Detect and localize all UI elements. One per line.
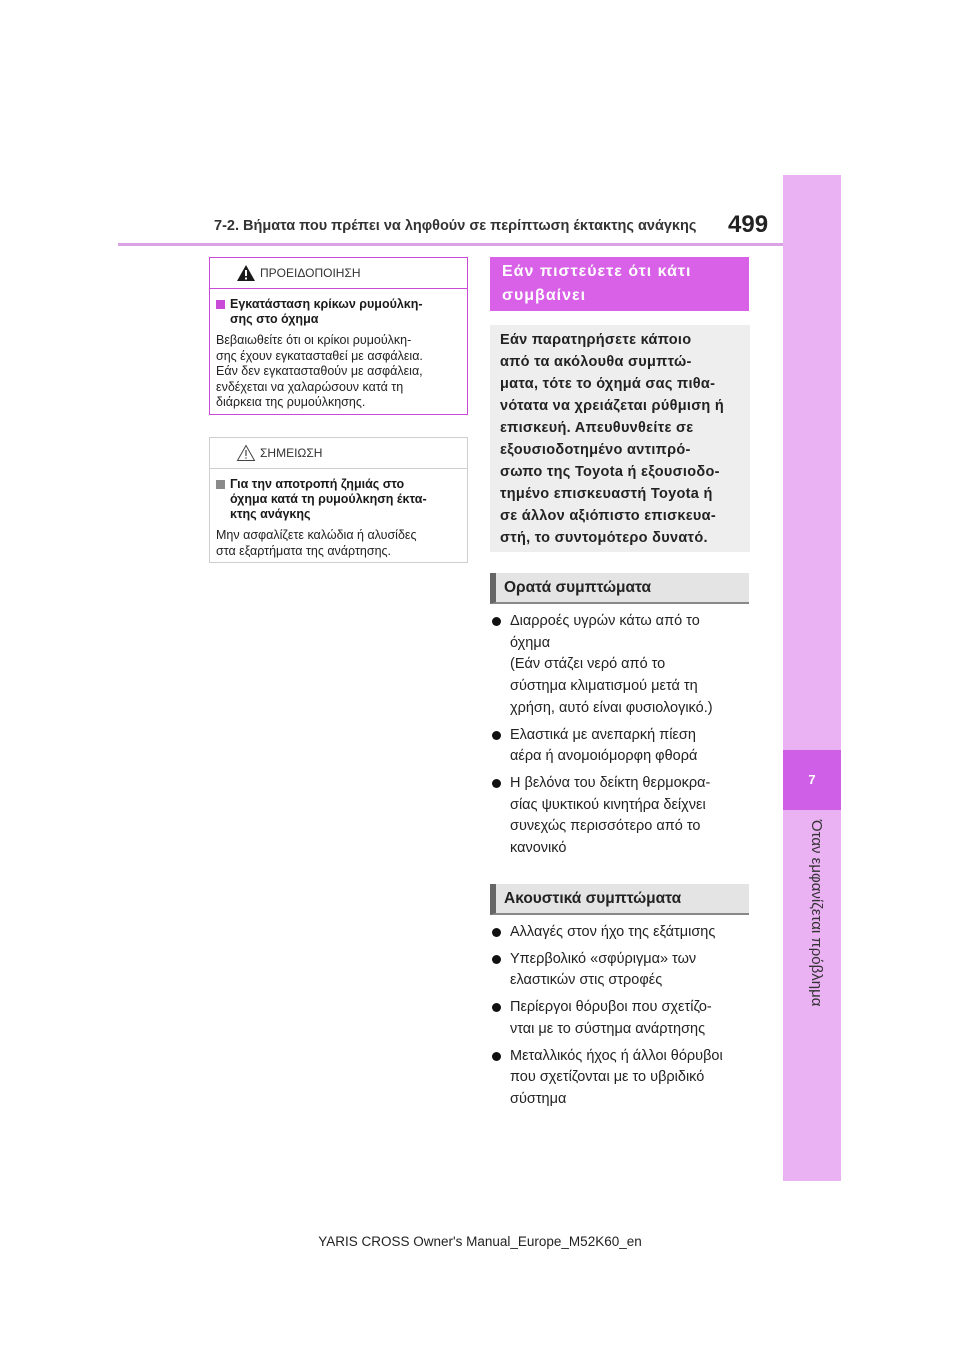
warning-subtitle-text: Εγκατάσταση κρίκων ρυμούλκη- σης στο όχημα: [230, 297, 423, 326]
bullet-icon: [492, 928, 501, 937]
bullet-icon: [492, 731, 501, 740]
chapter-number: 7: [783, 750, 841, 810]
warning-header: [210, 258, 467, 289]
intro-line: από τα ακόλουθα συμπτώ-: [500, 354, 692, 370]
bullet-icon: [492, 955, 501, 964]
list-item: [490, 997, 752, 1040]
intro-line: τημένο επισκευαστή Toyota ή: [500, 486, 713, 502]
bullet-icon: [492, 617, 501, 626]
bullet-icon: [492, 1003, 501, 1012]
visible-symptoms-list: [490, 611, 752, 865]
section-title: 7-2. Βήματα που πρέπει να ληφθούν σε περίπτωση έκτακτης ανάγκης: [214, 218, 697, 234]
warning-subtitle: [216, 297, 461, 327]
bullet-icon: [492, 779, 501, 788]
warning-box: [209, 257, 468, 415]
list-item: [490, 725, 752, 768]
page-footer: YARIS CROSS Owner's Manual_Europe_M52K60_en: [318, 1234, 642, 1249]
intro-line: Εάν παρατηρήσετε κάποιο: [500, 332, 692, 348]
main-heading: Εάν πιστεύετε ότι κάτι συμβαίνει: [490, 257, 749, 311]
notice-title: ΣΗΜΕΙΩΣΗ: [260, 446, 323, 460]
intro-box: [490, 325, 750, 552]
notice-triangle-icon: [236, 444, 256, 462]
intro-line: στή, το συντομότερο δυνατό.: [500, 530, 708, 546]
intro-line: επισκευή. Απευθυνθείτε σε: [500, 420, 694, 436]
intro-line: εξουσιοδοτημένο αντιπρό-: [500, 442, 691, 458]
warning-body: Βεβαιωθείτε ότι οι κρίκοι ρυμούλκη- σης έχουν εγκατασταθεί με ασφάλεια. Εάν δεν εγκατασταθούν με ασφάλεια, ενδέχεται να χαλαρώσουν κατά τη διάρκεια της ρυμούλκησης.: [216, 333, 423, 409]
notice-subtitle-text: Για την αποτροπή ζημιάς στο όχημα κατά τη ρυμούλκηση έκτα- κτης ανάγκης: [230, 477, 427, 521]
notice-subtitle: [216, 477, 461, 522]
list-item-text: Αλλαγές στον ήχο της εξάτμισης: [510, 924, 716, 940]
list-item-text: Ελαστικά με ανεπαρκή πίεση αέρα ή ανομοιόμορφη φθορά: [510, 726, 698, 765]
warning-triangle-icon: [236, 264, 256, 282]
intro-line: σωπο της Toyota ή εξουσιοδο-: [500, 464, 720, 480]
audible-symptoms-heading: Ακουστικά συμπτώματα: [490, 884, 749, 915]
list-item-text: Μεταλλικός ήχος ή άλλοι θόρυβοι που σχετίζονται με το υβριδικό σύστημα: [510, 1047, 723, 1107]
list-item: [490, 949, 752, 992]
warning-title: ΠΡΟΕΙΔΟΠΟΙΗΣΗ: [260, 266, 361, 280]
intro-line: νότατα να χρειάζεται ρύθμιση ή: [500, 398, 725, 414]
intro-line: σε άλλον αξιόπιστο επισκευα-: [500, 508, 716, 524]
notice-body: Μην ασφαλίζετε καλώδια ή αλυσίδες στα εξαρτήματα της ανάρτησης.: [216, 528, 417, 558]
list-item: [490, 611, 752, 720]
list-item-text: Περίεργοι θόρυβοι που σχετίζο- νται με το σύστημα ανάρτησης: [510, 999, 712, 1037]
list-item: [490, 773, 752, 860]
notice-header: [210, 438, 467, 469]
visible-symptoms-heading: Ορατά συμπτώματα: [490, 573, 749, 604]
chapter-label: Όταν εμφανίζεται πρόβλημα: [808, 820, 825, 1007]
list-item-text: Η βελόνα του δείκτη θερμοκρα- σίας ψυκτικού κινητήρα δείχνει συνεχώς περισσότερο από το κανονικό: [510, 774, 711, 857]
page-number: 499: [728, 211, 769, 238]
notice-box: [209, 437, 468, 563]
bullet-icon: [492, 1052, 501, 1061]
list-item: [490, 922, 752, 944]
intro-line: ματα, τότε το όχημά σας πιθα-: [500, 376, 716, 392]
list-item-text: Διαρροές υγρών κάτω από το όχημα (Εάν στάζει νερό από το σύστημα κλιματισμού μετά τη χρήση, αυτό είναι φυσιολογικό.): [510, 613, 713, 716]
audible-symptoms-list: [490, 922, 752, 1116]
list-item: [490, 1046, 752, 1111]
list-item-text: Υπερβολικό «σφύριγμα» των ελαστικών στις στροφές: [510, 950, 697, 989]
square-bullet-icon: [216, 480, 225, 489]
chapter-side-tab: [783, 175, 841, 1181]
header-divider: [118, 243, 785, 246]
square-bullet-icon: [216, 300, 225, 309]
